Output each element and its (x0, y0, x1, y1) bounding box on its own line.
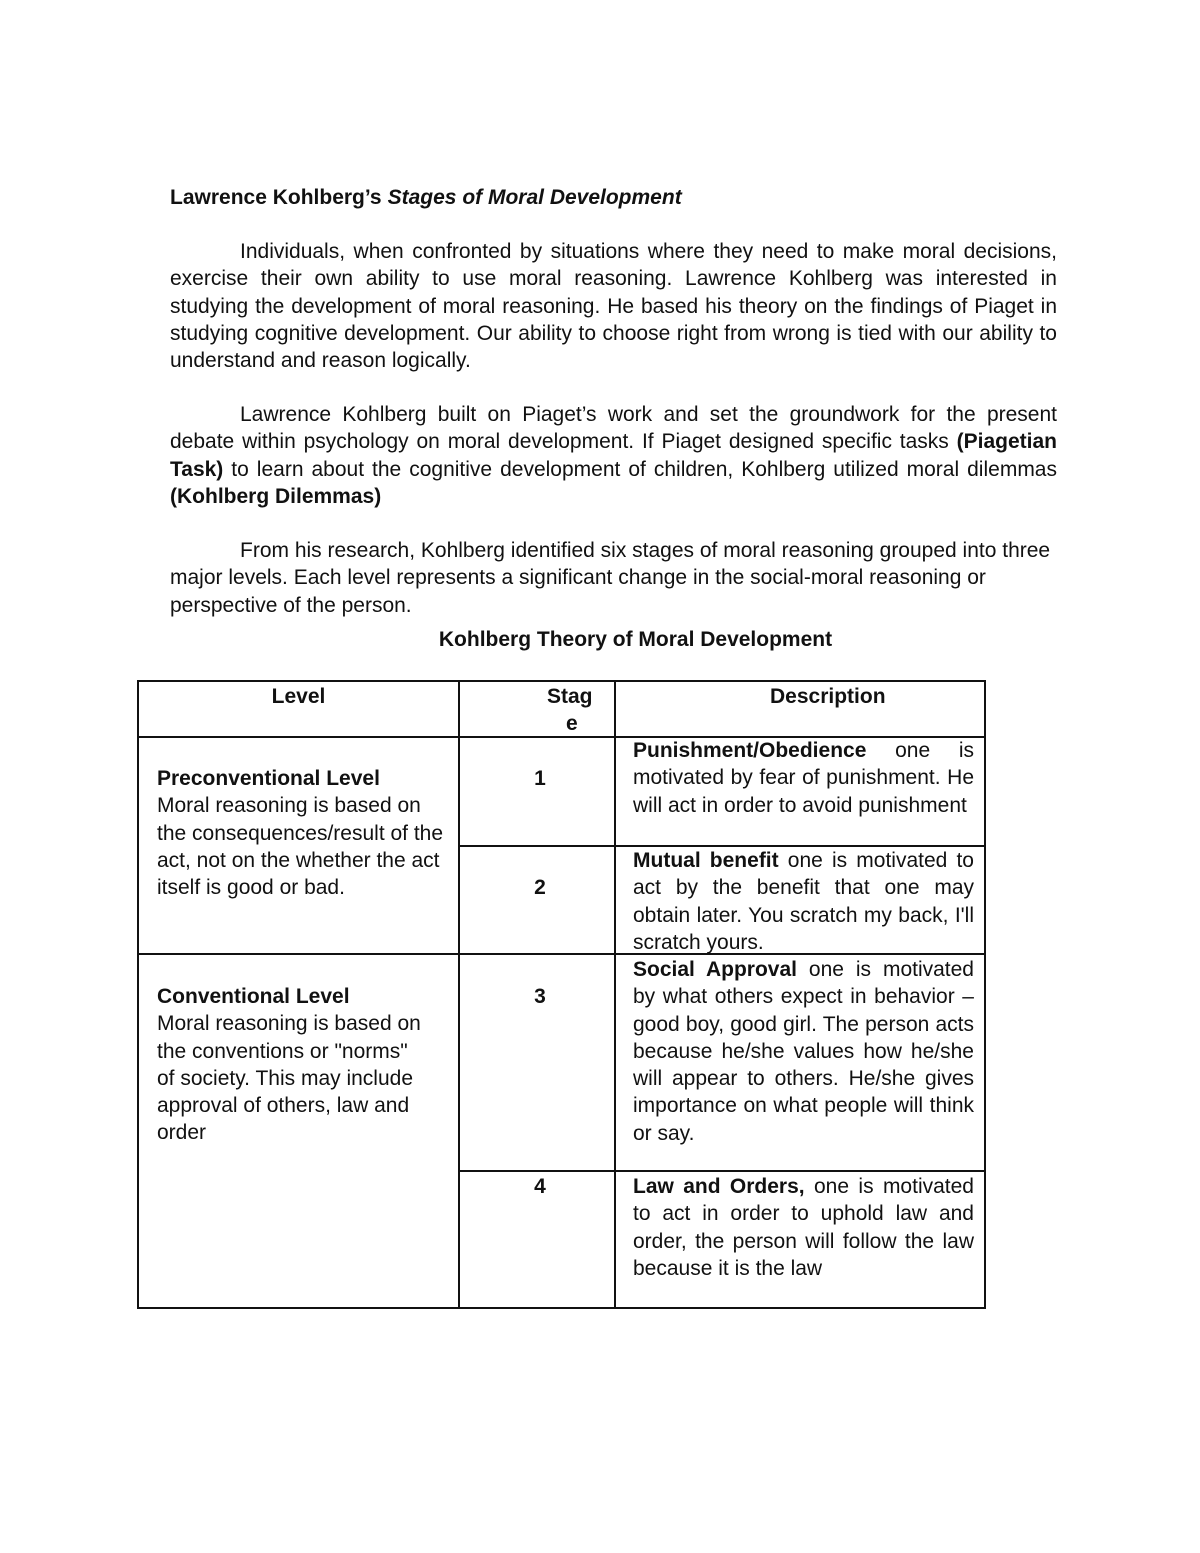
stage-description-3 (633, 956, 974, 1147)
table-border-left (137, 680, 139, 1309)
intro-paragraph: Individuals, when confronted by situations where they need to make moral decisions, exercise their own ability to use moral reasoning. Lawrence Kohlberg was interested in studying the development of moral reasoning. He based his theory on the findings of Piaget in studying cognitive development. Our ability to choose right from wrong is tied with our ability to understand and reason logically. (170, 240, 1057, 373)
piagetian-task-term: (Piagetian Task) (170, 430, 1057, 481)
title-prefix: Lawrence Kohlberg’s (170, 186, 382, 209)
table-border-bottom (137, 1307, 986, 1309)
title-italic: Stages of Moral Development (387, 186, 682, 209)
document-title (170, 186, 682, 210)
stage-term: Mutual benefit (633, 849, 779, 872)
piaget-text-2: to learn about the cognitive development of children, Kohlberg utilized moral dilemmas (223, 457, 1057, 481)
piaget-text-1: Lawrence Kohlberg built on Piaget’s work and set the groundwork for the present debate within psychology on moral development. If Piaget designed specific tasks (170, 403, 1057, 454)
header-stage (525, 683, 620, 738)
table-border-top (137, 680, 986, 682)
stage-number-3: 3 (534, 985, 546, 1008)
stage-text: one is motivated to act by the benefit that one may obtain later. You scratch my back, I'll scratch yours. (633, 849, 974, 954)
level-conventional (157, 983, 427, 1147)
stage-text: one is motivated by fear of punishment. He will act in order to avoid punishment (633, 739, 974, 817)
stage-description-1 (633, 737, 974, 819)
stages-paragraph: From his research, Kohlberg identified six stages of moral reasoning grouped into three major levels. Each level represents a significant change in the social-moral reasoning or perspective of the person. (170, 539, 1051, 617)
table-title: Kohlberg Theory of Moral Development (438, 628, 833, 651)
header-stage-line1: Stag (547, 685, 593, 708)
table-border-right (984, 680, 986, 1309)
stage-term: Social Approval (633, 958, 798, 981)
stage-description-2 (633, 847, 974, 956)
stage-divider-3 (458, 1170, 986, 1172)
header-stage-line2: e (566, 712, 578, 736)
stage-text: one is motivated by what others expect in behavior – good boy, good girl. The person acts because he/she values how he/she will appear to others. He/she gives importance on what people will think or say. (633, 958, 974, 1145)
level-name: Conventional Level (157, 985, 350, 1008)
kohlberg-dilemmas-term: (Kohlberg Dilemmas) (170, 484, 382, 508)
level-description: Moral reasoning is based on the conventions or "norms" of society. This may include approval of others, law and order (157, 1012, 421, 1145)
stage-term: Punishment/Obedience (633, 739, 867, 762)
piaget-paragraph (170, 401, 1057, 510)
level-description: Moral reasoning is based on the consequences/result of the act, not on the whether the act itself is good or bad. (157, 794, 444, 900)
stage-description-4 (633, 1173, 974, 1282)
stage-number-2: 2 (534, 876, 546, 899)
level-name: Preconventional Level (157, 767, 380, 790)
stage-term: Law and Orders, (633, 1175, 805, 1198)
header-description: Description (770, 685, 886, 708)
stage-number-1: 1 (534, 767, 546, 790)
stage-number-4: 4 (534, 1175, 546, 1198)
stage-text: one is motivated to act in order to uphold law and order, the person will follow the law because it is the law (633, 1175, 974, 1280)
header-level: Level (271, 685, 326, 708)
level-preconventional (157, 765, 453, 901)
